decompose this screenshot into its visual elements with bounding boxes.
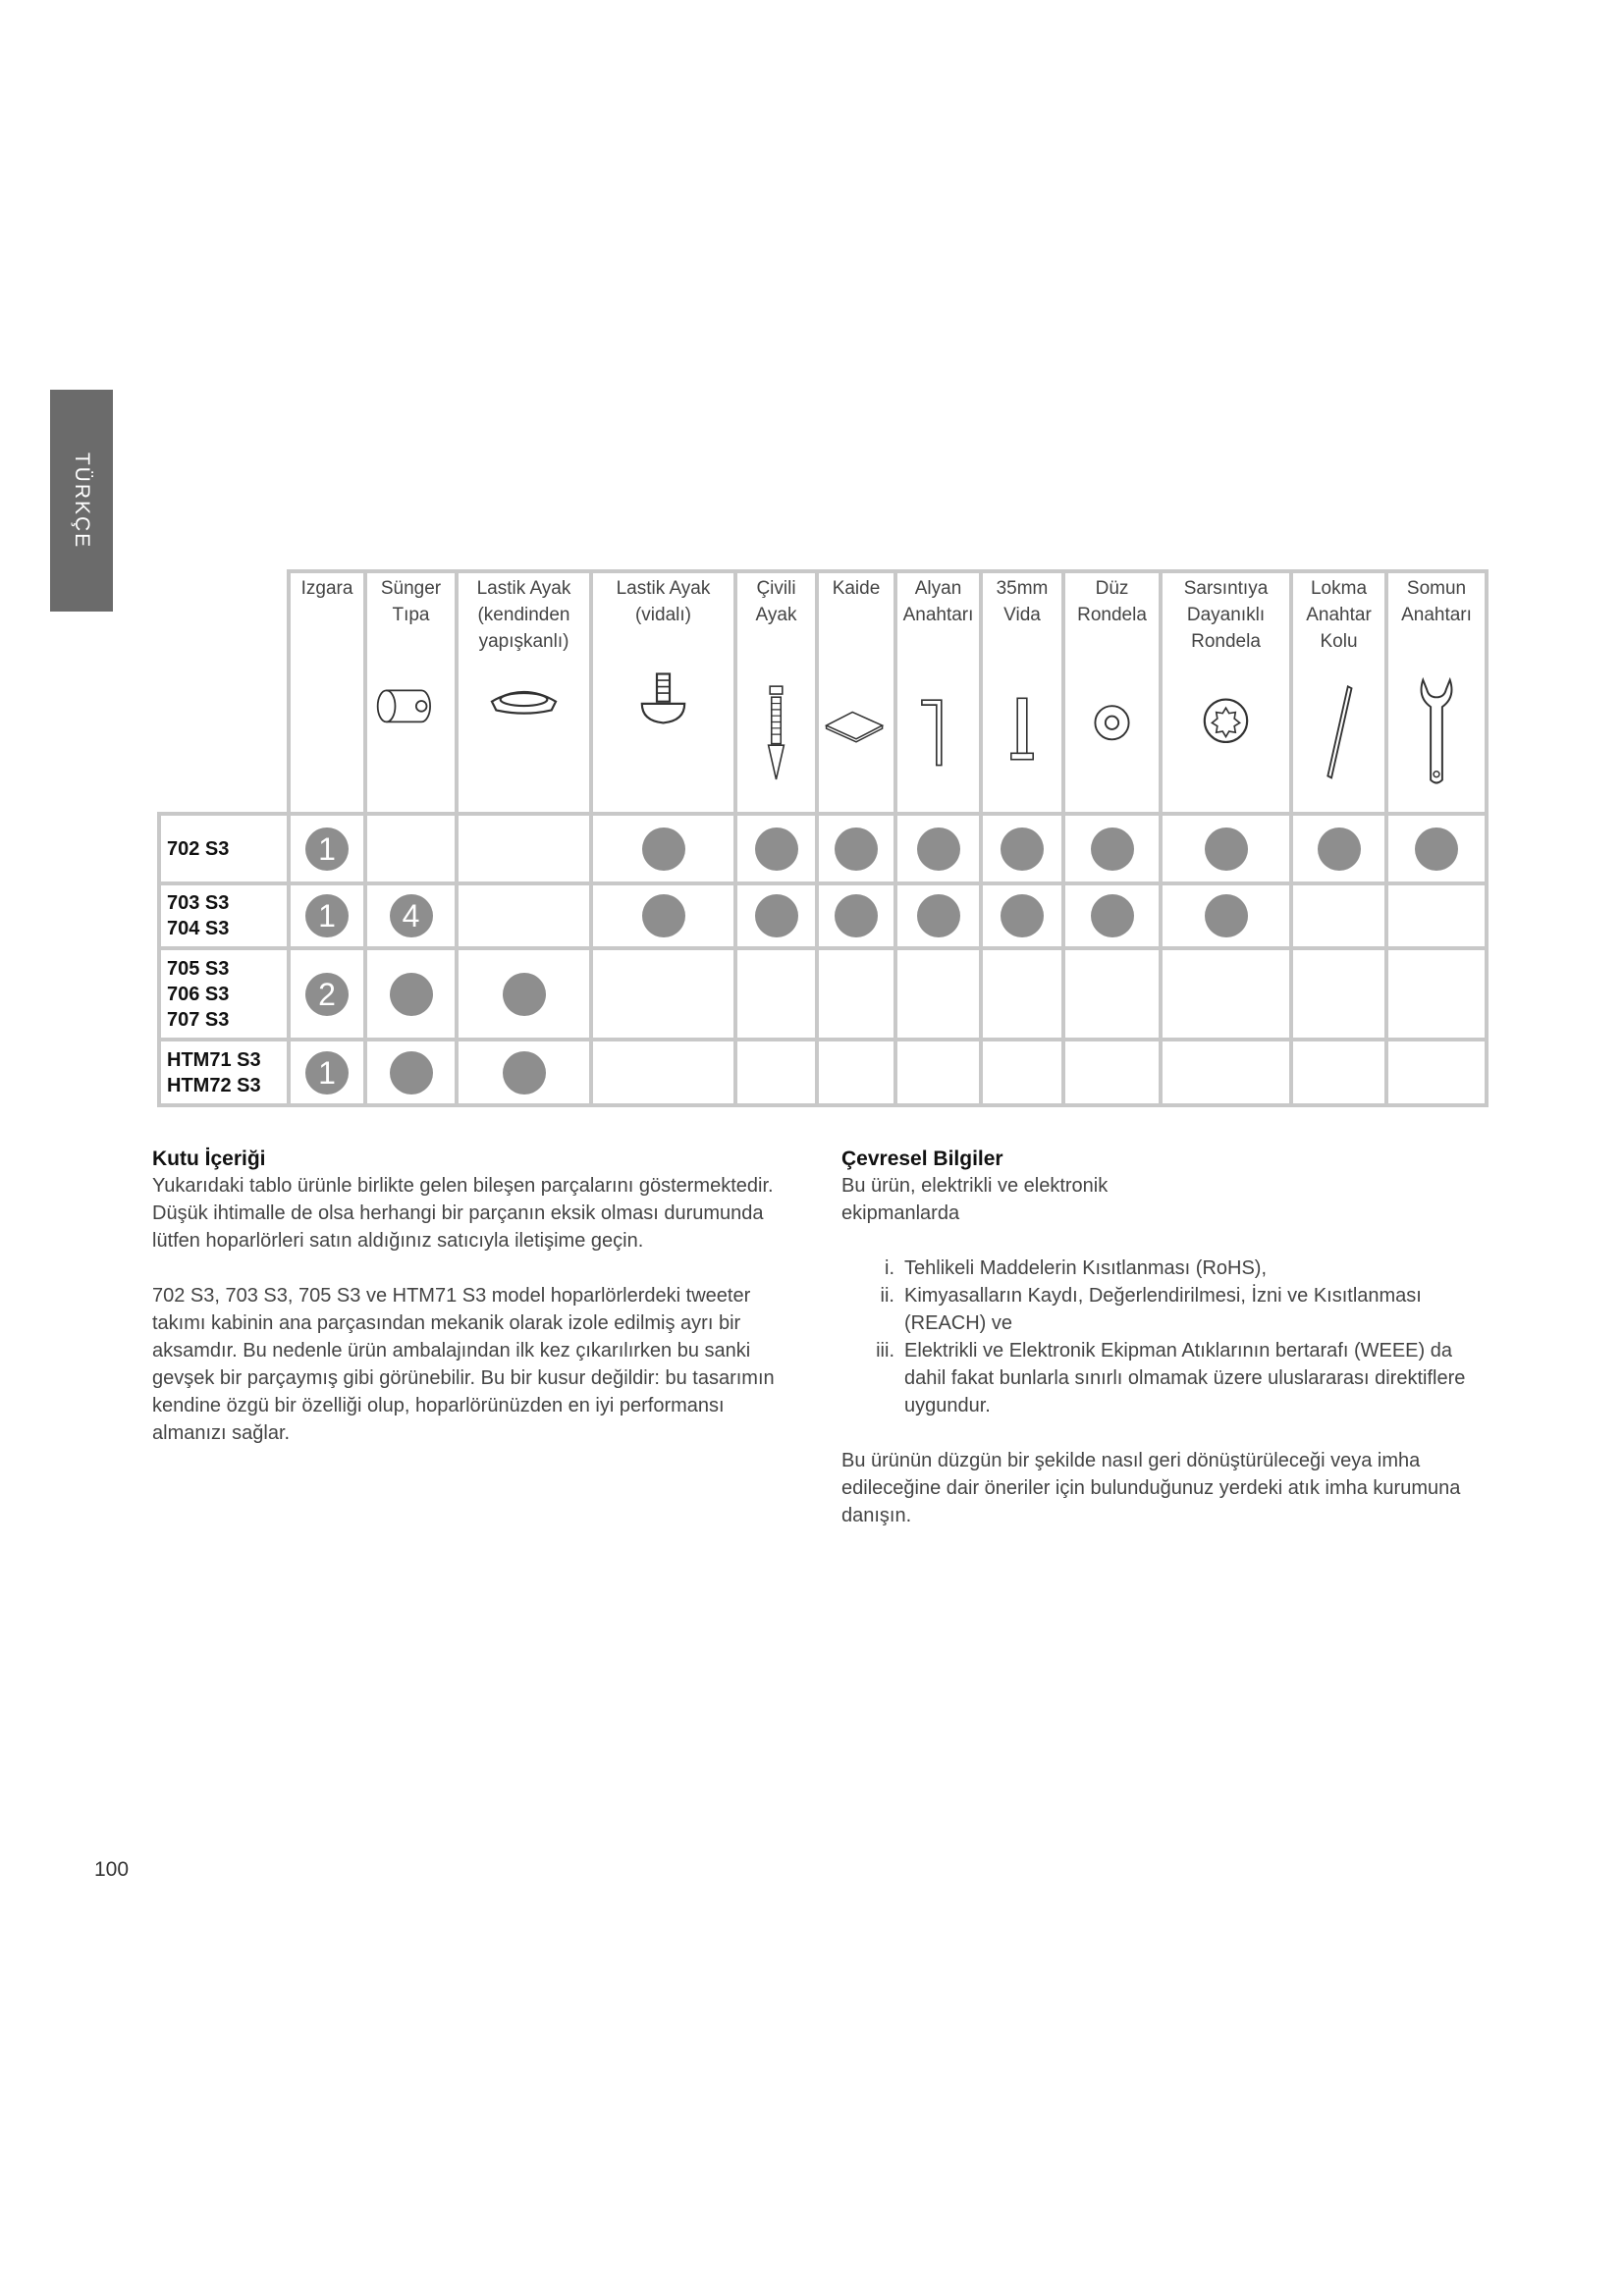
column-header xyxy=(287,569,363,812)
included-dot xyxy=(390,973,433,1016)
included-dot xyxy=(1091,894,1134,937)
included-dot xyxy=(755,894,798,937)
lock-washer-icon xyxy=(1163,667,1289,806)
model-name: 706 S3 xyxy=(167,983,230,1005)
column-header xyxy=(1384,569,1485,812)
column-header xyxy=(1289,569,1384,812)
quantity-badge: 1 xyxy=(305,894,349,937)
column-header-label: Somun Anahtarı xyxy=(1401,578,1472,625)
spanner-icon xyxy=(1388,667,1485,806)
environmental-section xyxy=(841,1147,1489,1557)
column-header xyxy=(815,569,893,812)
included-dot xyxy=(1205,828,1248,871)
included-dot xyxy=(503,1051,546,1095)
directive-item: iii. Elektrikli ve Elektronik Ekipman Atıklarının bertarafı (WEEE) da dahil fakat bunlarla sınırlı olmamak üzere uluslararası direktiflere uygundur. xyxy=(876,1340,1466,1416)
column-header xyxy=(363,569,455,812)
included-dot xyxy=(1001,894,1044,937)
included-dot xyxy=(503,973,546,1016)
environmental-closing: Bu ürünün düzgün bir şekilde nasıl geri dönüştürüleceği veya imha edileceğine dair öneriler için bulunduğunuz yerdeki atık imha kurumuna danışın. xyxy=(841,1450,1461,1526)
column-header-label: Izgara xyxy=(300,578,353,599)
model-name: 703 S3 xyxy=(167,892,230,914)
box-contents-title: Kutu İçeriği xyxy=(152,1148,266,1170)
column-header xyxy=(733,569,815,812)
page-number: 100 xyxy=(94,1858,130,1881)
included-dot xyxy=(1091,828,1134,871)
model-label xyxy=(157,950,287,1038)
included-dot xyxy=(1205,894,1248,937)
column-header-label: Sarsıntıya Dayanıklı Rondela xyxy=(1183,578,1269,652)
column-header-label: Lastik Ayak (vidalı) xyxy=(616,578,711,625)
model-name: 702 S3 xyxy=(167,837,230,860)
model-name: 707 S3 xyxy=(167,1008,230,1031)
column-header xyxy=(455,569,589,812)
rubber-foot-adhesive-icon xyxy=(459,667,589,806)
column-header xyxy=(589,569,733,812)
grid-line xyxy=(979,812,983,1107)
directive-item: i. Tehlikeli Maddelerin Kısıtlanması (RoHS), xyxy=(885,1257,1268,1279)
grid-line xyxy=(287,812,291,1107)
column-header-label: Kaide xyxy=(832,578,881,599)
column-header xyxy=(1159,569,1289,812)
language-tab xyxy=(50,390,113,612)
column-header xyxy=(893,569,979,812)
grid-line xyxy=(363,812,367,1107)
box-contents-paragraph: Yukarıdaki tablo ürünle birlikte gelen bileşen parçalarını göstermektedir. Düşük ihtimalle de olsa herhangi bir parçanın eksik olması durumunda lütfen hoparlörleri satın aldığınız satıcıyla iletişime geçin. xyxy=(152,1175,774,1252)
language-tab-label: TÜRKÇE xyxy=(71,452,93,550)
column-header xyxy=(979,569,1061,812)
environmental-intro: Bu ürün, elektrikli ve elektronik ekipmanlarda xyxy=(841,1175,1109,1224)
grid-line xyxy=(893,812,897,1107)
model-name: 705 S3 xyxy=(167,957,230,980)
column-header-label: Lastik Ayak (kendinden yapışkanlı) xyxy=(476,578,571,652)
quantity-badge: 2 xyxy=(305,973,349,1016)
rubber-foot-screw-icon xyxy=(593,667,733,806)
grid-line xyxy=(733,812,737,1107)
included-dot xyxy=(642,894,685,937)
grid-line xyxy=(287,569,1489,573)
grid-line xyxy=(815,812,819,1107)
model-label xyxy=(157,885,287,946)
washer-icon xyxy=(1065,667,1159,806)
grid-line xyxy=(455,812,459,1107)
box-contents-paragraph: 702 S3, 703 S3, 705 S3 ve HTM71 S3 model hoparlörlerdeki tweeter takımı kabinin ana parçasından mekanik olarak izole edilmiş ayrı bir aksamdır. Bu nedenle ürün ambalajından ilk kez çıkarılırken bu sanki gevşek bir parçaymış gibi görünebilir. Bu bir kusur değildir: bu tasarımın kendine özgü bir özelliği olup, hoparlörünüzden en iyi performansı almanızı sağlar. xyxy=(152,1285,775,1444)
model-name: HTM72 S3 xyxy=(167,1074,261,1096)
included-dot xyxy=(1001,828,1044,871)
included-dot xyxy=(390,1051,433,1095)
quantity-badge: 4 xyxy=(390,894,433,937)
included-dot xyxy=(1415,828,1458,871)
model-name: 704 S3 xyxy=(167,918,230,939)
environmental-title: Çevresel Bilgiler xyxy=(841,1148,1003,1170)
column-header-label: Lokma Anahtar Kolu xyxy=(1306,578,1372,652)
column-header-label: Çivili Ayak xyxy=(755,578,797,625)
allen-key-icon xyxy=(897,667,979,806)
included-dot xyxy=(642,828,685,871)
quantity-badge: 1 xyxy=(305,828,349,871)
spike-foot-icon xyxy=(737,667,815,806)
directive-item: ii. Kimyasalların Kaydı, Değerlendirilmesi, İzni ve Kısıtlanması (REACH) ve xyxy=(880,1285,1422,1334)
grid-line xyxy=(1159,812,1163,1107)
column-header xyxy=(1061,569,1159,812)
model-label xyxy=(157,1041,287,1103)
included-dot xyxy=(917,894,960,937)
foam-bung-icon xyxy=(367,667,455,806)
column-header-label: Alyan Anahtarı xyxy=(902,578,974,625)
grid-line xyxy=(1061,812,1065,1107)
column-header-label: Sünger Tıpa xyxy=(380,578,442,625)
model-name: HTM71 S3 xyxy=(167,1048,261,1071)
included-dot xyxy=(917,828,960,871)
included-dot xyxy=(755,828,798,871)
column-header-label: Düz Rondela xyxy=(1077,578,1147,625)
included-dot xyxy=(1318,828,1361,871)
included-dot xyxy=(835,894,878,937)
plinth-icon xyxy=(819,667,893,806)
grid-line xyxy=(1384,812,1388,1107)
grid-line xyxy=(589,812,593,1107)
box-contents-section xyxy=(152,1147,800,1474)
model-label xyxy=(157,816,287,881)
included-dot xyxy=(835,828,878,871)
column-header-label: 35mm Vida xyxy=(996,578,1049,625)
quantity-badge: 1 xyxy=(305,1051,349,1095)
directive-list xyxy=(841,1255,1489,1419)
screw-icon xyxy=(983,667,1061,806)
grid-line xyxy=(1289,812,1293,1107)
grid-line xyxy=(1485,569,1489,1107)
socket-bar-icon xyxy=(1293,667,1384,806)
